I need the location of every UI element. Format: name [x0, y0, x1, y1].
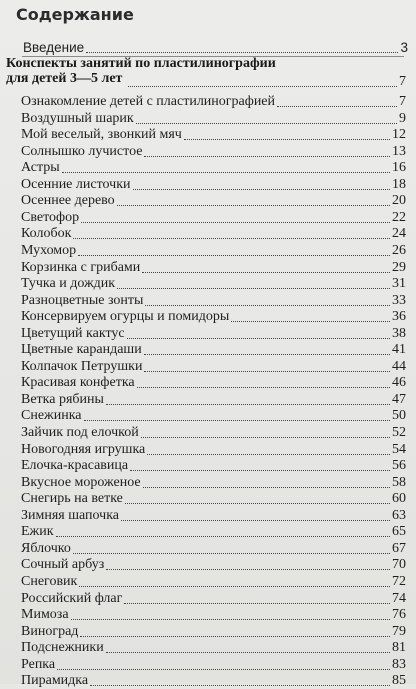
toc-entry-page: 74: [392, 590, 406, 606]
toc-entry-page: 16: [392, 160, 406, 176]
toc-entry-page: 29: [392, 259, 406, 275]
page-title: Содержание: [16, 5, 134, 24]
toc-entry-label: Виноград: [21, 623, 79, 639]
toc-entry-label: Консервируем огурцы и помидоры: [21, 309, 230, 325]
toc-entry-label: Цветные карандаши: [21, 342, 142, 358]
toc-entry-page: 50: [392, 408, 406, 424]
toc-entry-label: Яблочко: [21, 540, 71, 556]
toc-entry-page: 47: [392, 391, 406, 407]
toc-entry-label: Вкусное мороженое: [21, 474, 141, 490]
toc-entry-page: 24: [392, 226, 406, 242]
toc-entry-label: Сочный арбуз: [21, 557, 105, 573]
toc-entry-label: Осенние листочки: [21, 176, 131, 192]
toc-entry-label: Ежик: [21, 524, 54, 540]
toc-entry-page: 7: [399, 94, 406, 109]
toc-entry-page: 38: [392, 325, 406, 341]
toc-entry-page: 9: [399, 110, 406, 126]
toc-entry-page: 65: [392, 524, 406, 540]
toc-entry-page: 33: [392, 292, 406, 308]
dot-leader: [86, 52, 398, 53]
toc-entry-label: Цветущий кактус: [21, 325, 125, 341]
toc-entry-label: Астры: [21, 160, 60, 176]
toc-entry-label: Воздушный шарик: [21, 110, 134, 126]
toc-entry-page: 20: [392, 193, 406, 209]
toc-entry-page: 67: [392, 540, 406, 556]
toc-entry-page: 60: [392, 491, 406, 507]
toc-entry-label: Колпачок Петрушки: [21, 358, 143, 374]
toc-entry-page: 76: [392, 607, 406, 623]
dot-leader: [128, 86, 397, 87]
toc-entry-label: Колобок: [21, 226, 72, 242]
toc-entry-page: 26: [392, 242, 406, 258]
toc-entry-label: Мимоза: [21, 607, 69, 623]
toc-entry-label: Репка: [21, 656, 56, 672]
toc-entry-page: 52: [392, 425, 406, 440]
toc-entry-page: 44: [392, 358, 406, 374]
toc-entry-page: 18: [392, 176, 406, 192]
toc-entry-label: Елочка-красавица: [21, 458, 129, 474]
toc-entry-page: 36: [392, 309, 406, 325]
toc-entry-label: Подснежники: [21, 640, 104, 656]
toc-entry-label: Солнышко лучистое: [21, 143, 143, 159]
section-page-number: 7: [399, 74, 406, 89]
toc-entry-page: 85: [392, 673, 406, 689]
toc-entry-page: 81: [392, 640, 406, 656]
dot-leader: [90, 685, 390, 686]
toc-entry-page: 22: [392, 209, 406, 225]
toc-entry-label: Красивая конфетка: [21, 375, 135, 391]
toc-entry-page: 3: [400, 40, 408, 55]
toc-entry-page: 12: [392, 127, 406, 143]
toc-entry-page: 41: [392, 342, 406, 358]
toc-entry-page: 31: [392, 276, 406, 292]
section-heading-line: для детей 3—5 лет: [6, 71, 123, 86]
toc-entry-label: Введение: [23, 40, 85, 55]
toc-entry-page: 46: [392, 375, 406, 391]
toc-entry-label: Зимняя шапочка: [21, 507, 120, 523]
toc-entry-page: 63: [392, 507, 406, 523]
toc-entry-page: 83: [392, 656, 406, 672]
toc-entry: [0, 669, 416, 689]
section-heading-line: Конспекты занятий по пластилинографии: [6, 56, 276, 71]
section-page-row: [0, 70, 416, 90]
toc-entry-label: Российский флаг: [21, 590, 123, 606]
toc-entry-label: Снегирь на ветке: [21, 491, 123, 507]
toc-entry-label: Ознакомление детей с пластилинографией: [21, 94, 276, 109]
toc-entry-label: Тучка и дождик: [21, 276, 116, 292]
toc-entry-label: Светофор: [21, 209, 80, 225]
toc-entry-label: Осеннее дерево: [21, 193, 115, 209]
toc-entry-intro: [0, 36, 416, 56]
toc-entry-page: 58: [392, 474, 406, 490]
toc-entry-label: Корзинка с грибами: [21, 259, 141, 275]
toc-entry-page: 56: [392, 458, 406, 474]
toc-entry-label: Пирамидка: [21, 673, 89, 689]
toc-entry-label: Мухомор: [21, 242, 77, 258]
toc-entry-label: Разноцветные зонты: [21, 292, 144, 308]
toc-entry-label: Снежинка: [21, 408, 82, 424]
toc-entry-label: Мой веселый, звонкий мяч: [21, 127, 182, 143]
toc-entry-page: 79: [392, 623, 406, 639]
toc-entry-label: Зайчик под елочкой: [21, 425, 139, 440]
toc-entry-page: 54: [392, 441, 406, 457]
toc-entry-label: Ветка рябины: [21, 391, 104, 407]
toc-entry-page: 72: [392, 573, 406, 589]
toc-entry-label: Новогодняя игрушка: [21, 441, 146, 457]
toc-entry-page: 70: [392, 557, 406, 573]
toc-entry-label: Снеговик: [21, 573, 78, 589]
toc-entry-page: 13: [392, 143, 406, 159]
